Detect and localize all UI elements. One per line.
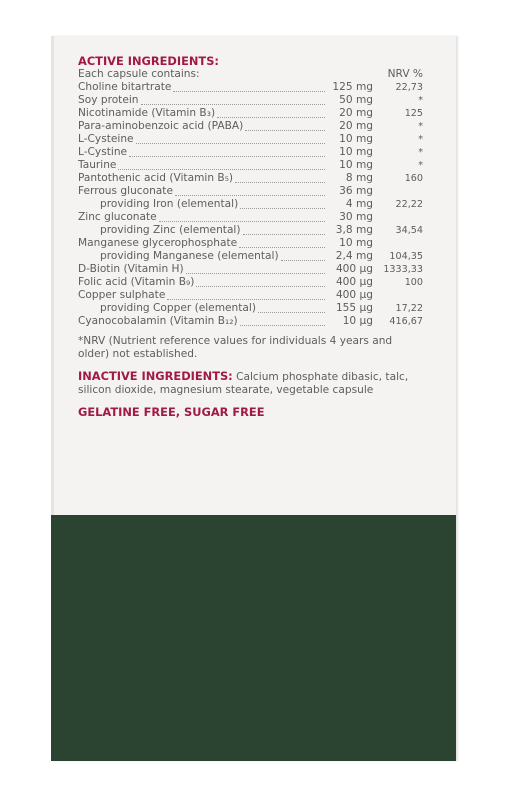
ingredient-name: Manganese glycerophosphate (78, 237, 238, 249)
ingredient-row (78, 289, 423, 302)
ingredient-row (78, 198, 423, 211)
ingredient-nrv: 22,73 (395, 82, 423, 93)
leader-dots (129, 148, 325, 157)
ingredient-nrv: 100 (404, 277, 423, 288)
ingredient-nrv: 1333,33 (383, 264, 423, 275)
ingredient-name: Cyanocobalamin (Vitamin B₁₂) (78, 315, 238, 327)
ingredient-nrv: * (418, 160, 423, 171)
ingredient-amount: 400 µg (335, 276, 373, 288)
ingredient-amount: 10 mg (339, 146, 373, 158)
leader-dots (175, 187, 325, 196)
ingredient-row (78, 276, 423, 289)
ingredient-amount: 36 mg (339, 185, 373, 197)
ingredient-row (78, 107, 423, 120)
leader-dots (245, 122, 325, 131)
ingredient-name: providing Copper (elemental) (100, 302, 256, 314)
ingredient-amount: 400 µg (335, 289, 373, 301)
ingredient-nrv: 416,67 (389, 316, 423, 327)
leader-dots (118, 161, 325, 170)
ingredient-nrv: 34,54 (395, 225, 423, 236)
ingredient-name: D-Biotin (Vitamin H) (78, 263, 184, 275)
ingredient-name: L-Cystine (78, 146, 128, 158)
leader-dots (243, 226, 325, 235)
ingredient-amount: 8 mg (345, 172, 373, 184)
ingredient-amount: 30 mg (339, 211, 373, 223)
ingredient-row (78, 224, 423, 237)
ingredient-list (78, 81, 423, 328)
ingredient-amount: 155 µg (335, 302, 373, 314)
ingredient-name: Choline bitartrate (78, 81, 172, 93)
leader-dots (167, 291, 325, 300)
ingredient-nrv: 160 (404, 173, 423, 184)
ingredient-nrv: 17,22 (395, 303, 423, 314)
free-from-claim: GELATINE FREE, SUGAR FREE (78, 405, 265, 419)
ingredient-name: Ferrous gluconate (78, 185, 173, 197)
ingredient-nrv: * (418, 147, 423, 158)
ingredient-name: Nicotinamide (Vitamin B₃) (78, 107, 216, 119)
ingredient-row (78, 185, 423, 198)
inactive-ingredients-text: Calcium phosphate dibasic, talc, silicon dioxide, magnesium stearate, vegetable capsule (78, 371, 409, 396)
ingredient-amount: 10 µg (342, 315, 373, 327)
leader-dots (159, 213, 325, 222)
ingredient-name: Soy protein (78, 94, 139, 106)
ingredient-name: providing Iron (elemental) (100, 198, 239, 210)
nrv-column-heading: NRV % (387, 68, 423, 80)
ingredient-nrv: 125 (404, 108, 423, 119)
ingredient-amount: 4 mg (345, 198, 373, 210)
ingredient-name: Zinc gluconate (78, 211, 157, 223)
ingredient-amount: 20 mg (339, 107, 373, 119)
leader-dots (258, 304, 325, 313)
leader-dots (186, 265, 325, 274)
inactive-ingredients (78, 369, 423, 397)
ingredient-amount: 10 mg (339, 133, 373, 145)
nrv-footnote: *NRV (Nutrient reference values for individuals 4 years and older) not established. (78, 335, 393, 360)
ingredient-nrv: * (418, 95, 423, 106)
ingredient-row (78, 302, 423, 315)
ingredient-row (78, 315, 423, 328)
active-ingredients-heading: ACTIVE INGREDIENTS: (78, 54, 219, 68)
ingredient-nrv: 104,35 (389, 251, 423, 262)
ingredient-row (78, 146, 423, 159)
inactive-ingredients-heading: INACTIVE INGREDIENTS: (78, 369, 233, 383)
ingredient-name: Folic acid (Vitamin B₉) (78, 276, 195, 288)
ingredient-row (78, 120, 423, 133)
ingredients-label (78, 54, 423, 419)
leader-dots (141, 96, 325, 105)
ingredient-amount: 10 mg (339, 237, 373, 249)
ingredient-row (78, 81, 423, 94)
ingredient-amount: 2,4 mg (335, 250, 373, 262)
each-capsule-text: Each capsule contains: (78, 68, 200, 80)
ingredient-name: L-Cysteine (78, 133, 134, 145)
ingredient-row (78, 211, 423, 224)
ingredient-name: providing Manganese (elemental) (100, 250, 279, 262)
leader-dots (240, 200, 325, 209)
ingredient-row (78, 94, 423, 107)
ingredient-row (78, 250, 423, 263)
ingredient-name: Para-aminobenzoic acid (PABA) (78, 120, 244, 132)
ingredient-amount: 3,8 mg (335, 224, 373, 236)
leader-dots (235, 174, 325, 183)
ingredient-amount: 10 mg (339, 159, 373, 171)
ingredient-amount: 20 mg (339, 120, 373, 132)
leader-dots (196, 278, 325, 287)
green-band (51, 515, 456, 761)
leader-dots (173, 83, 325, 92)
ingredient-nrv: 22,22 (395, 199, 423, 210)
ingredient-name: providing Zinc (elemental) (100, 224, 241, 236)
ingredient-row (78, 237, 423, 250)
ingredient-name: Pantothenic acid (Vitamin B₅) (78, 172, 234, 184)
ingredient-amount: 400 µg (335, 263, 373, 275)
ingredient-row (78, 172, 423, 185)
ingredient-row (78, 159, 423, 172)
ingredient-row (78, 263, 423, 276)
ingredient-nrv: * (418, 134, 423, 145)
leader-dots (240, 317, 325, 326)
ingredient-amount: 125 mg (332, 81, 373, 93)
ingredient-amount: 50 mg (339, 94, 373, 106)
ingredient-nrv: * (418, 121, 423, 132)
ingredient-row (78, 133, 423, 146)
leader-dots (239, 239, 325, 248)
ingredient-name: Copper sulphate (78, 289, 166, 301)
leader-dots (281, 252, 325, 261)
ingredient-name: Taurine (78, 159, 117, 171)
leader-dots (217, 109, 325, 118)
leader-dots (136, 135, 325, 144)
column-header-row (78, 68, 423, 81)
